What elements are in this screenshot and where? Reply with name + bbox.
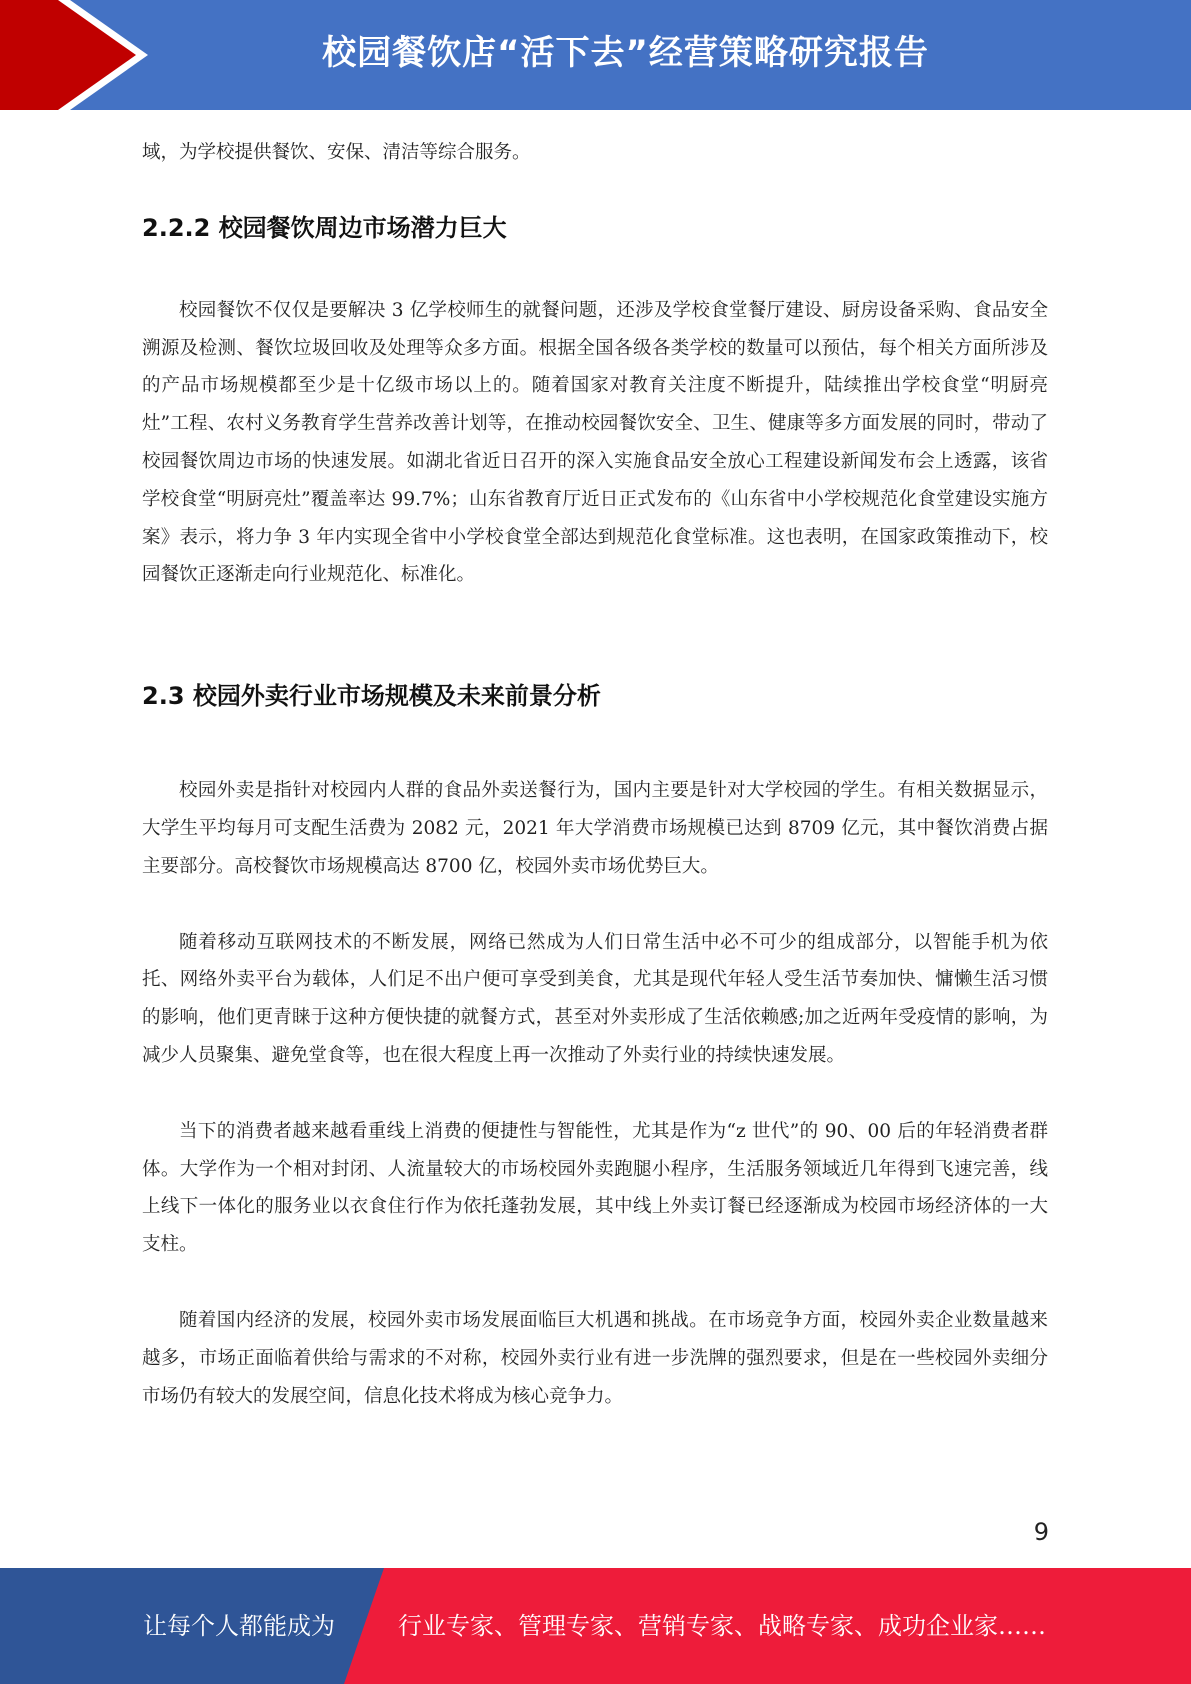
paragraph: 校园餐饮不仅仅是要解决 3 亿学校师生的就餐问题，还涉及学校食堂餐厅建设、厨房设备采购、食品安全溯源及检测、餐饮垃圾回收及处理等众多方面。根据全国各级各类学校的数量可以预估，每个相关方面所涉及的产品市场规模都至少是十亿级市场以上的。随着国家对教育关注度不断提升，陆续推出学校食堂“明厨亮灶”工程、农村义务教育学生营养改善计划等，在推动校园餐饮安全、卫生、健康等多方面发展的同时，带动了校园餐饮周边市场的快速发展。如湖北省近日召开的深入实施食品安全放心工程建设新闻发布会上透露，该省学校食堂“明厨亮灶”覆盖率达 99.7%；山东省教育厅近日正式发布的《山东省中小学校规范化食堂建设实施方案》表示，将力争 3 年内实现全省中小学校食堂全部达到规范化食堂标准。这也表明，在国家政策推动下，校园餐饮正逐渐走向行业规范化、标准化。 — [142, 299, 1048, 586]
paragraph: 随着移动互联网技术的不断发展，网络已然成为人们日常生活中必不可少的组成部分，以智能手机为依托、网络外卖平台为载体，人们足不出户便可享受到美食，尤其是现代年轻人受生活节奏加快、慵懒生活习惯的影响，他们更青睐于这种方便快捷的就餐方式，甚至对外卖形成了生活依赖感;加之近两年受疫情的影响，为减少人员聚集、避免堂食等，也在很大程度上再一次推动了外卖行业的持续快速发展。 — [142, 931, 1048, 1066]
section-heading-2-2-2: 2.2.2 校园餐饮周边市场潜力巨大 — [142, 213, 507, 242]
footer-slogan-left: 让每个人都能成为 — [143, 1612, 335, 1640]
page-footer — [0, 1568, 1191, 1684]
paragraph: 当下的消费者越来越看重线上消费的便捷性与智能性，尤其是作为“z 世代”的 90、00 后的年轻消费者群体。大学作为一个相对封闭、人流量较大的市场校园外卖跑腿小程序，生活服务领域近几年得到飞速完善，线上线下一体化的服务业以衣食住行作为依托蓬勃发展，其中线上外卖订餐已经逐渐成为校园市场经济体的一大支柱。 — [142, 1120, 1048, 1256]
report-title: 校园餐饮店“活下去”经营策略研究报告 — [322, 33, 929, 73]
paragraph: 随着国内经济的发展，校园外卖市场发展面临巨大机遇和挑战。在市场竞争方面，校园外卖企业数量越来越多，市场正面临着供给与需求的不对称，校园外卖行业有进一步洗牌的强烈要求，但是在一些校园外卖细分市场仍有较大的发展空间，信息化技术将成为核心竞争力。 — [142, 1309, 1048, 1407]
page-body — [142, 134, 1048, 1415]
section-heading-2-3: 2.3 校园外卖行业市场规模及未来前景分析 — [142, 682, 601, 711]
paragraph-continued: 域，为学校提供餐饮、安保、清洁等综合服务。 — [142, 142, 531, 163]
page-header — [0, 0, 1191, 110]
page-number: 9 — [1033, 1518, 1049, 1546]
footer-slogan-right: 行业专家、管理专家、营销专家、战略专家、成功企业家…… — [398, 1612, 1046, 1640]
paragraph: 校园外卖是指针对校园内人群的食品外卖送餐行为，国内主要是针对大学校园的学生。有相关数据显示，大学生平均每月可支配生活费为 2082 元，2021 年大学消费市场规模已达到 8709 亿元，其中餐饮消费占据主要部分。高校餐饮市场规模高达 8700 亿，校园外卖市场优势巨大。 — [142, 780, 1048, 877]
